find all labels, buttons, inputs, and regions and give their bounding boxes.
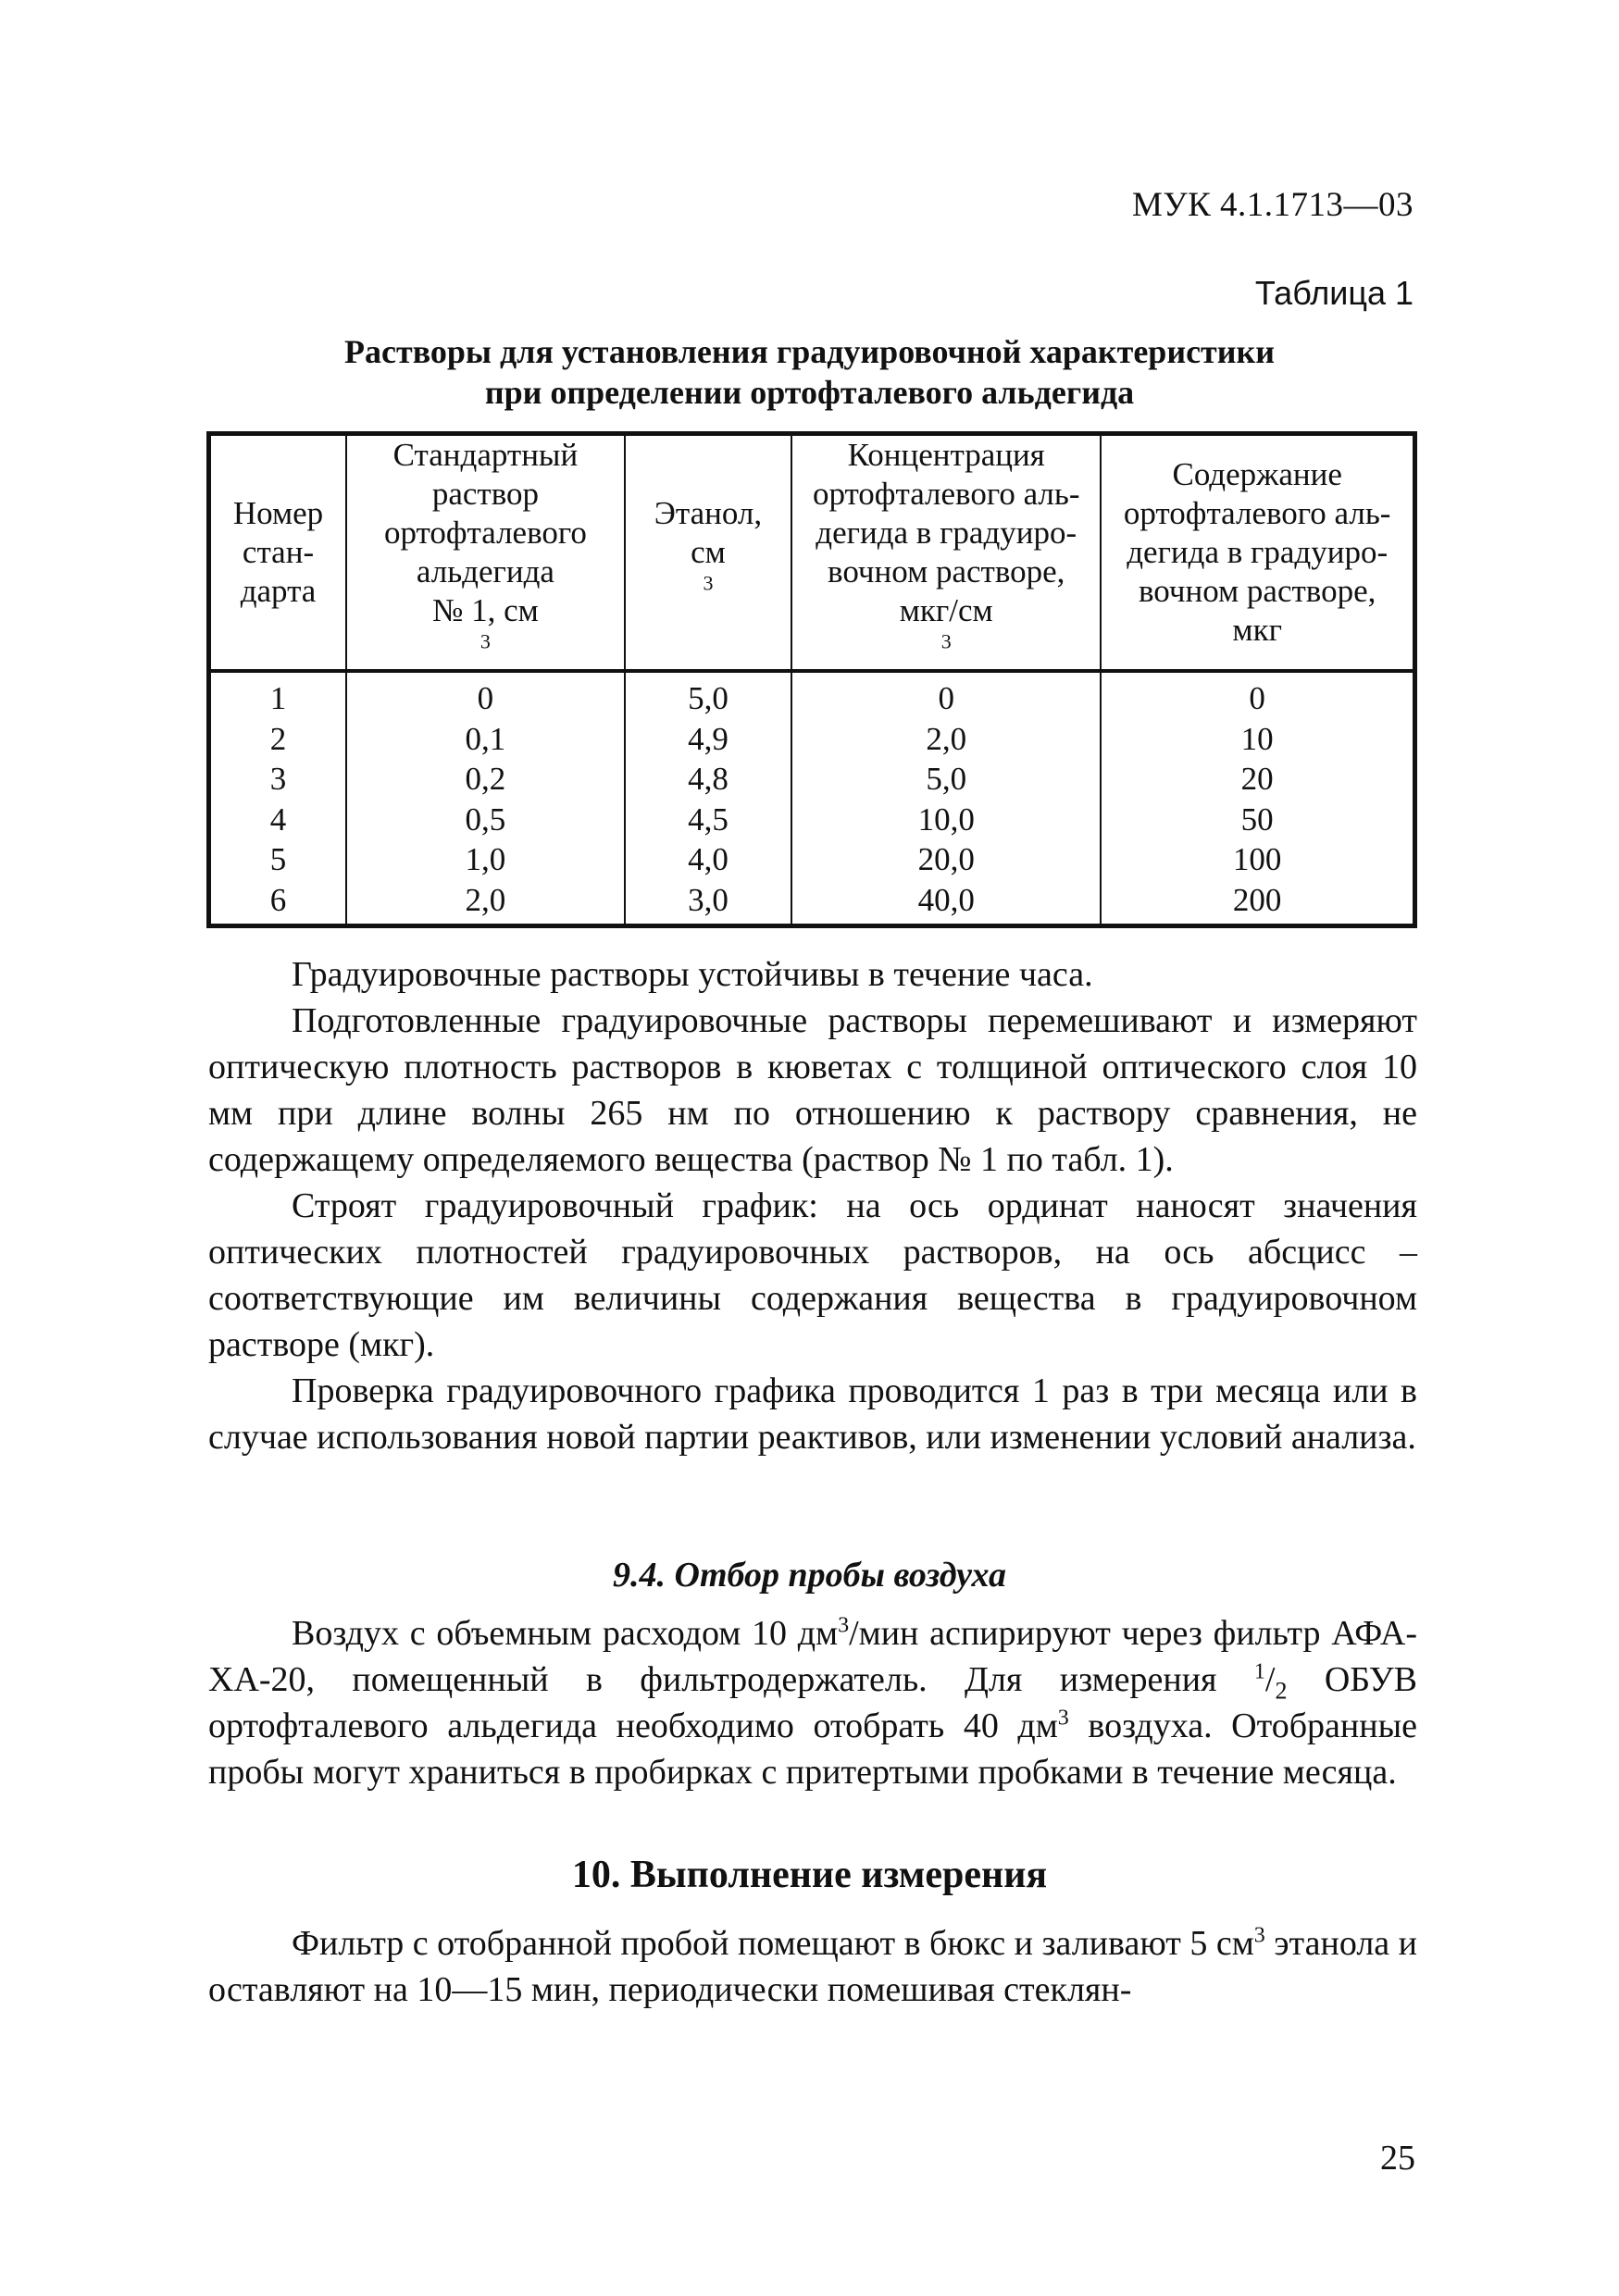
document-code: МУК 4.1.1713—03 xyxy=(1131,186,1414,224)
column-concentration: 0 2,0 5,0 10,0 20,0 40,0 xyxy=(791,671,1101,926)
header-content: Содержание ортофталевого аль- дегида в градуиро- вочном растворе, мкг xyxy=(1101,434,1414,672)
table-title-line-1: Растворы для установления градуировочной характеристики xyxy=(344,333,1275,370)
calibration-table xyxy=(206,431,1417,928)
paragraph-graph-check: Проверка градуировочного графика проводится 1 раз в три месяца или в случае использования новой партии реактивов, или изменении условий анализа. xyxy=(208,1371,1417,1457)
table-label: Таблица 1 xyxy=(1254,274,1414,312)
column-content: 0 10 20 50 100 200 xyxy=(1101,671,1414,926)
table-title-line-2: при определении ортофталевого альдегида xyxy=(484,374,1135,411)
column-standard-solution: 0 0,1 0,2 0,5 1,0 2,0 xyxy=(346,671,625,926)
paragraph-air-sampling: Воздух с объемным расходом 10 $дм^3$/мин аспирируют через фильтр АФА-ХА-20, помещенный в фильтродержатель. Для измерения $^1/_2$ ОБУВ ортофталевого альдегида необходимо отобрать 40 $дм^3$ воздуха. Отобранные пробы могут храниться в пробирках с притертыми пробками в течение месяца. xyxy=(208,1613,1418,1792)
body-text-block-2 xyxy=(208,1610,1417,1795)
header-ethanol: Этанол, см $^3$ xyxy=(625,434,791,672)
header-standard-solution: Стандартный раствор ортофталевого альдегида № 1, см $^3$ xyxy=(346,434,625,672)
header-concentration: Концентрация ортофталевого аль- дегида в градуиро- вочном растворе, мкг/см $^3$ xyxy=(791,434,1101,672)
column-standard-number: 1 2 3 4 5 6 xyxy=(209,671,347,926)
section-heading-measurement: 10. Выполнение измерения xyxy=(571,1854,1048,1896)
paragraph-measurement-procedure: Фильтр с отобранной пробой помещают в бюкс и заливают 5 $см^3$ этанола и оставляют на 10—15 мин, периодически помешивая стеклян- xyxy=(208,1923,1418,2009)
table-header-row xyxy=(209,434,1415,672)
header-standard-number: Номер стан- дарта xyxy=(209,434,347,672)
table-title xyxy=(0,331,1619,413)
column-ethanol: 5,0 4,9 4,8 4,5 4,0 3,0 xyxy=(625,671,791,926)
table-body xyxy=(209,671,1415,926)
page-number: 25 xyxy=(1380,2139,1415,2178)
paragraph-measurement: Подготовленные градуировочные растворы перемешивают и измеряют оптическую плотность растворов в кюветах с толщиной оптического слоя 10 мм при длине волны 265 нм по отношению к раствору сравнения, не содержащему определяемого вещества (раствор № 1 по табл. 1). xyxy=(208,1001,1417,1179)
body-text-block-3 xyxy=(208,1920,1417,2013)
paragraph-calibration-graph: Строят градуировочный график: на ось ординат наносят значения оптических плотностей градуировочных растворов, на ось абсцисс – соответствующие им величины содержания вещества в градуировочном растворе (мкг). xyxy=(208,1186,1417,1364)
body-text-block-1 xyxy=(208,951,1417,1460)
paragraph-stability: Градуировочные растворы устойчивы в течение часа. xyxy=(292,955,1093,994)
section-heading-air-sampling: 9.4. Отбор пробы воздуха xyxy=(613,1556,1006,1595)
